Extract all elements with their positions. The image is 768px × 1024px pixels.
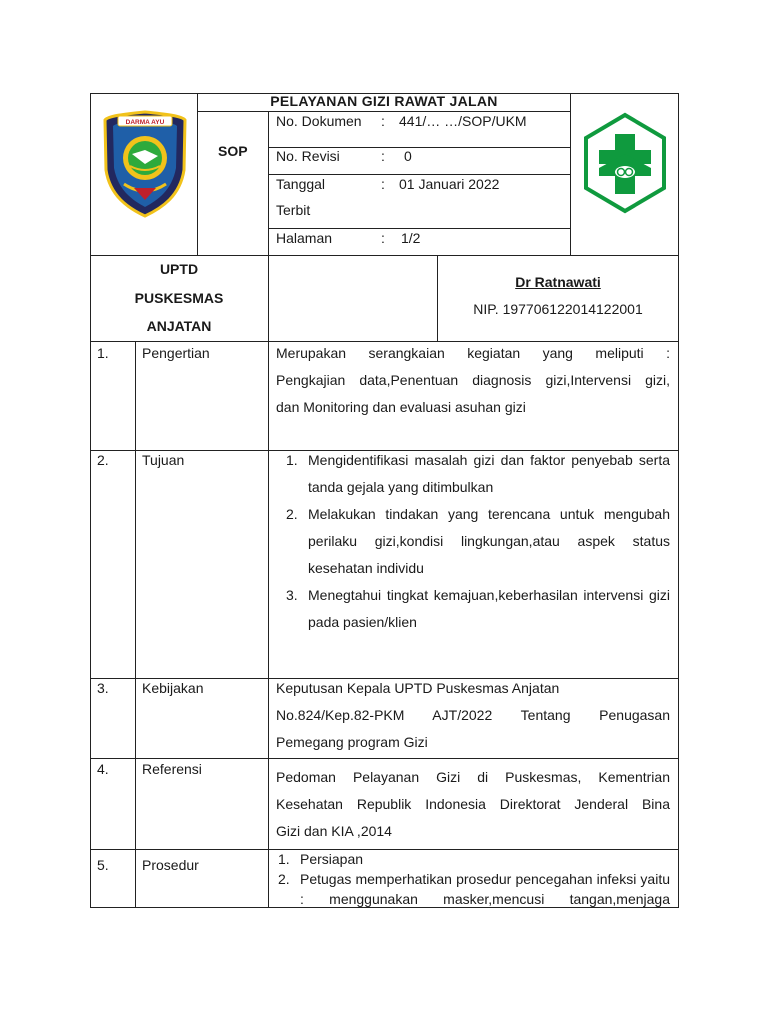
signatory-nip: NIP. 197706122014122001 (473, 301, 643, 317)
number-divider (135, 341, 136, 908)
org-line-2: PUSKESMAS (134, 290, 224, 306)
list-text: Mengidentifikasi masalah gizi dan faktor penyebab serta tanda gejala yang ditimbulkan (308, 452, 670, 495)
list-text: Persiapan (300, 851, 364, 867)
header-divider (570, 93, 571, 255)
regency-crest-logo (100, 108, 190, 220)
section-text-line: Pedoman Pelayanan Gizi di Puskesmas, Kementrian (276, 769, 670, 785)
section-label: Tujuan (142, 452, 185, 468)
table-border-left (90, 93, 91, 908)
section-number: 5. (97, 857, 109, 873)
page-label: Halaman (276, 230, 333, 246)
issue-date-label: Tanggal (276, 176, 326, 192)
list-number: 1. (278, 851, 290, 867)
header-divider (197, 93, 198, 255)
sop-label: SOP (218, 143, 248, 159)
section-label: Prosedur (142, 857, 199, 873)
section-number: 1. (97, 345, 109, 361)
content-divider (268, 111, 269, 908)
issue-date-label-2: Terbit (276, 202, 311, 218)
revision-sep: : (381, 148, 385, 164)
section-text-line: Gizi dan KIA ,2014 (276, 823, 392, 839)
list-text: Petugas memperhatikan prosedur pencegahan infeksi yaitu : menggunakan masker,mencusi tangan,menjaga (300, 871, 670, 907)
issue-date-value: 01 Januari 2022 (399, 176, 500, 192)
section-text-line: Keputusan Kepala UPTD Puskesmas Anjatan (276, 680, 560, 696)
objective-list (270, 447, 670, 636)
doc-number-sep: : (381, 113, 385, 129)
list-item (262, 849, 670, 869)
puskesmas-logo (582, 112, 668, 214)
section-number: 3. (97, 680, 109, 696)
page-value: 1/2 (401, 230, 421, 246)
org-line-1: UPTD (159, 261, 199, 277)
list-item (270, 582, 670, 636)
revision-value: 0 (404, 148, 412, 164)
section-text-line: Kesehatan Republik Indonesia Direktorat Jenderal Bina (276, 796, 670, 812)
list-item (270, 501, 670, 582)
org-line-3: ANJATAN (146, 318, 212, 334)
section-number: 4. (97, 761, 109, 777)
list-item (262, 869, 670, 909)
procedure-list (262, 849, 670, 909)
list-text: Menegtahui tingkat kemajuan,keberhasilan intervensi gizi pada pasien/klien (308, 587, 670, 630)
list-number: 1. (286, 452, 298, 468)
document-title: PELAYANAN GIZI RAWAT JALAN (270, 93, 498, 109)
signatory-name: Dr Ratnawati (515, 274, 601, 290)
section-text-line: dan Monitoring dan evaluasi asuhan gizi (276, 399, 526, 415)
section-label: Referensi (142, 761, 202, 777)
list-item (270, 447, 670, 501)
list-text: Melakukan tindakan yang terencana untuk mengubah perilaku gizi,kondisi lingkungan,atau aspek status kesehatan individu (308, 506, 670, 576)
page-sep: : (381, 230, 385, 246)
section-text-line: No.824/Kep.82-PKM AJT/2022 Tentang Penugasan (276, 707, 670, 723)
table-border-right (678, 93, 679, 908)
section-text-line: Pengkajian data,Penentuan diagnosis gizi,Intervensi gizi, (276, 372, 670, 388)
doc-number-value: 441/… …/SOP/UKM (399, 113, 527, 129)
section-number: 2. (97, 452, 109, 468)
doc-number-label: No. Dokumen (276, 113, 362, 129)
section-text-line: Merupakan serangkaian kegiatan yang meliputi : (276, 345, 670, 361)
section-label: Pengertian (142, 345, 210, 361)
issue-date-sep: : (381, 176, 385, 192)
section-label: Kebijakan (142, 680, 204, 696)
list-number: 2. (278, 871, 290, 887)
section-text-line: Pemegang program Gizi (276, 734, 428, 750)
list-number: 3. (286, 587, 298, 603)
revision-label: No. Revisi (276, 148, 340, 164)
crest-banner-text: DARMA AYU (125, 119, 165, 126)
list-number: 2. (286, 506, 298, 522)
